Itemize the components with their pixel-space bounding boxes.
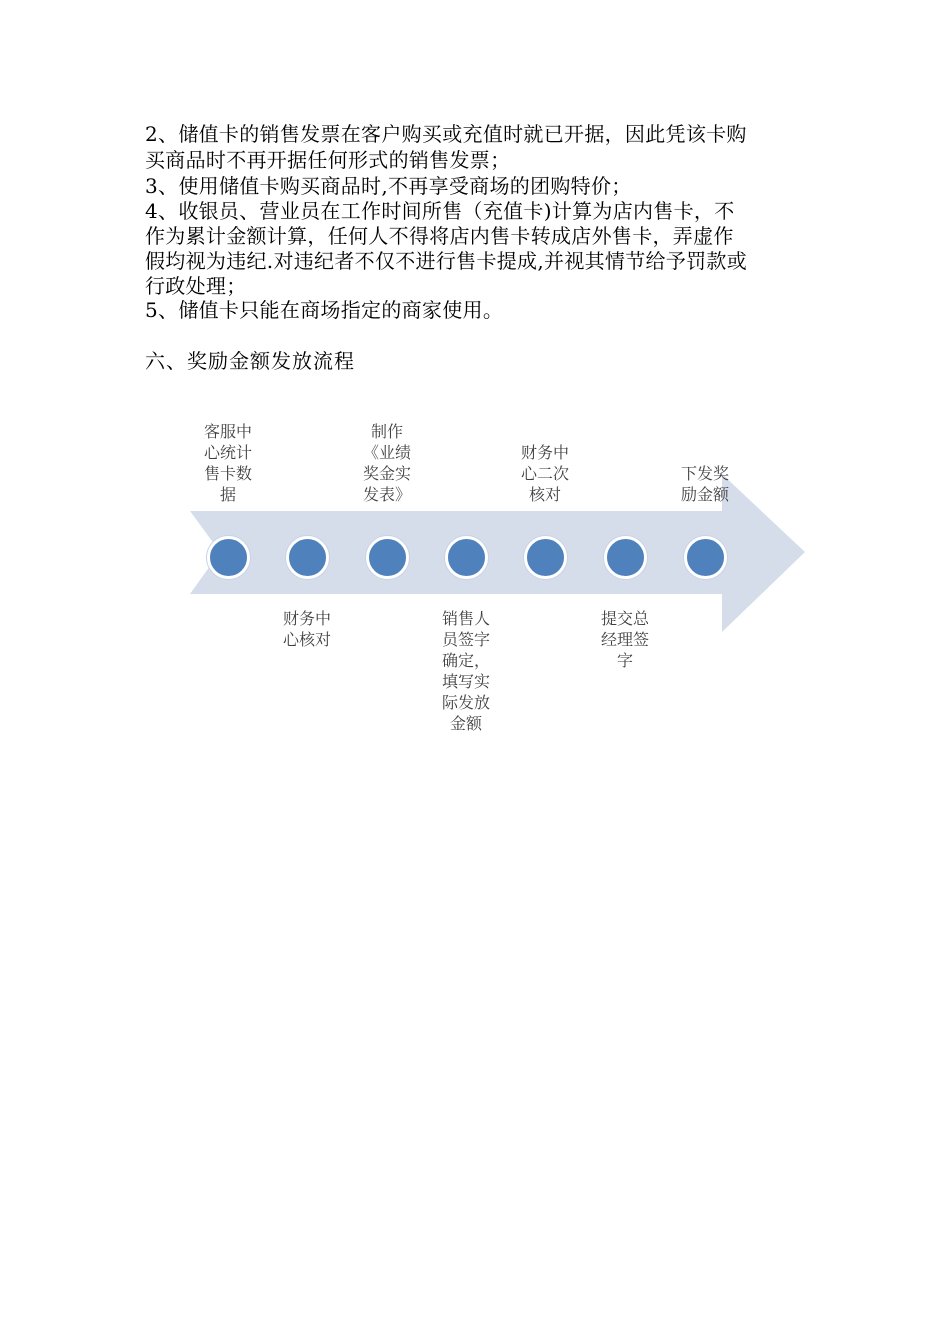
process-node-4 xyxy=(445,536,488,579)
section-heading: 六、奖励金额发放流程 xyxy=(145,349,355,373)
process-step-label-2: 财务中 心核对 xyxy=(282,609,332,649)
rule-line-8: 5、储值卡只能在商场指定的商家使用。 xyxy=(145,298,504,322)
process-step-label-4: 销售人 员签字 确定， 填写实 际发放 金额 xyxy=(441,609,491,733)
process-node-1 xyxy=(207,536,250,579)
rule-line-1: 2、储值卡的销售发票在客户购买或充值时就已开据，因此凭该卡购 xyxy=(145,122,747,146)
process-node-2 xyxy=(286,536,329,579)
process-node-6 xyxy=(604,536,647,579)
process-node-5 xyxy=(524,536,567,579)
rule-line-2: 买商品时不再开据任何形式的销售发票； xyxy=(145,148,511,172)
rule-line-6: 假均视为违纪.对违纪者不仅不进行售卡提成,并视其情节给予罚款或 xyxy=(145,249,748,273)
rule-line-5: 作为累计金额计算，任何人不得将店内售卡转成店外售卡，弄虚作 xyxy=(145,224,734,248)
process-node-3 xyxy=(366,536,409,579)
rule-line-4: 4、收银员、营业员在工作时间所售（充值卡)计算为店内售卡，不 xyxy=(145,199,735,223)
rule-line-7: 行政处理； xyxy=(145,274,247,298)
process-node-7 xyxy=(684,536,727,579)
process-step-label-3: 制作 《业绩 奖金实 发表》 xyxy=(362,422,412,504)
rule-line-3: 3、使用储值卡购买商品时,不再享受商场的团购特价； xyxy=(145,174,632,198)
process-step-label-5: 财务中 心二次 核对 xyxy=(520,443,570,504)
process-step-label-1: 客服中 心统计 售卡数 据 xyxy=(203,422,253,504)
process-step-label-7: 下发奖 励金额 xyxy=(680,464,730,504)
process-step-label-6: 提交总 经理签 字 xyxy=(600,609,650,670)
